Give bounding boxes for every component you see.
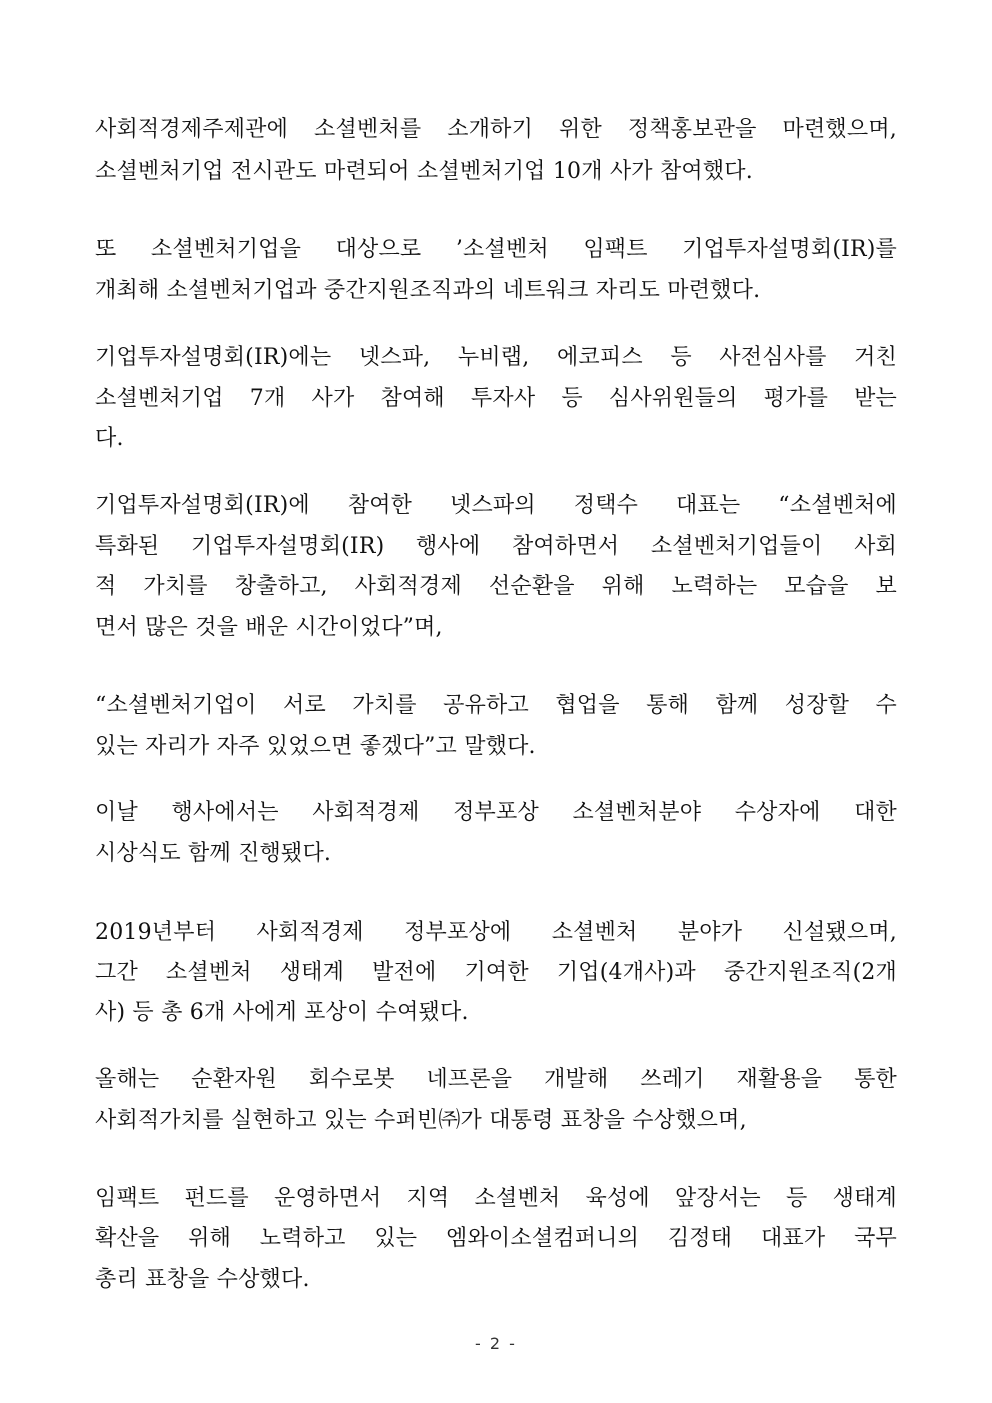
text-line: 올해는 순환자원 회수로봇 네프론을 개발해 쓰레기 재활용을 통한 xyxy=(95,1067,897,1092)
text-line: 임팩트 펀드를 운영하면서 지역 소셜벤처 육성에 앞장서는 등 생태계 xyxy=(95,1186,897,1211)
text-line: 그간 소셜벤처 생태계 발전에 기여한 기업(4개사)과 중간지원조직(2개 xyxy=(95,960,897,985)
page-number: - 2 - xyxy=(475,1334,517,1353)
text-line: 적 가치를 창출하고, 사회적경제 선순환을 위해 노력하는 모습을 보 xyxy=(95,574,897,599)
text-line: 2019년부터 사회적경제 정부포상에 소셜벤처 분야가 신설됐으며, xyxy=(95,920,897,945)
text-line: 사회적경제주제관에 소셜벤처를 소개하기 위한 정책홍보관을 마련했으며, xyxy=(95,117,897,142)
text-line: 시상식도 함께 진행됐다. xyxy=(95,841,332,866)
text-line: “소셜벤처기업이 서로 가치를 공유하고 협업을 통해 함께 성장할 수 xyxy=(95,693,897,718)
text-line: 개최해 소셜벤처기업과 중간지원조직과의 네트워크 자리도 마련했다. xyxy=(95,278,761,303)
text-line: 또 소셜벤처기업을 대상으로 ’소셜벤처 임팩트 기업투자설명회(IR)를 xyxy=(95,237,897,262)
text-line: 사회적가치를 실현하고 있는 수퍼빈㈜가 대통령 표창을 수상했으며, xyxy=(95,1108,747,1133)
text-line: 다. xyxy=(95,426,124,451)
text-line: 확산을 위해 노력하고 있는 엠와이소셜컴퍼니의 김정태 대표가 국무 xyxy=(95,1226,897,1251)
text-line: 있는 자리가 자주 있었으면 좋겠다”고 말했다. xyxy=(95,734,536,759)
text-line: 소셜벤처기업 전시관도 마련되어 소셜벤처기업 10개 사가 참여했다. xyxy=(95,159,753,184)
text-line: 총리 표창을 수상했다. xyxy=(95,1267,310,1292)
text-line: 소셜벤처기업 7개 사가 참여해 투자사 등 심사위원들의 평가를 받는 xyxy=(95,386,897,411)
text-line: 이날 행사에서는 사회적경제 정부포상 소셜벤처분야 수상자에 대한 xyxy=(95,800,897,825)
text-line: 기업투자설명회(IR)에 참여한 넷스파의 정택수 대표는 “소셜벤처에 xyxy=(95,493,897,518)
text-line: 면서 많은 것을 배운 시간이었다”며, xyxy=(95,615,443,640)
text-line: 특화된 기업투자설명회(IR) 행사에 참여하면서 소셜벤처기업들이 사회 xyxy=(95,534,897,559)
text-line: 기업투자설명회(IR)에는 넷스파, 누비랩, 에코피스 등 사전심사를 거친 xyxy=(95,345,897,370)
text-line: 사) 등 총 6개 사에게 포상이 수여됐다. xyxy=(95,1000,469,1025)
